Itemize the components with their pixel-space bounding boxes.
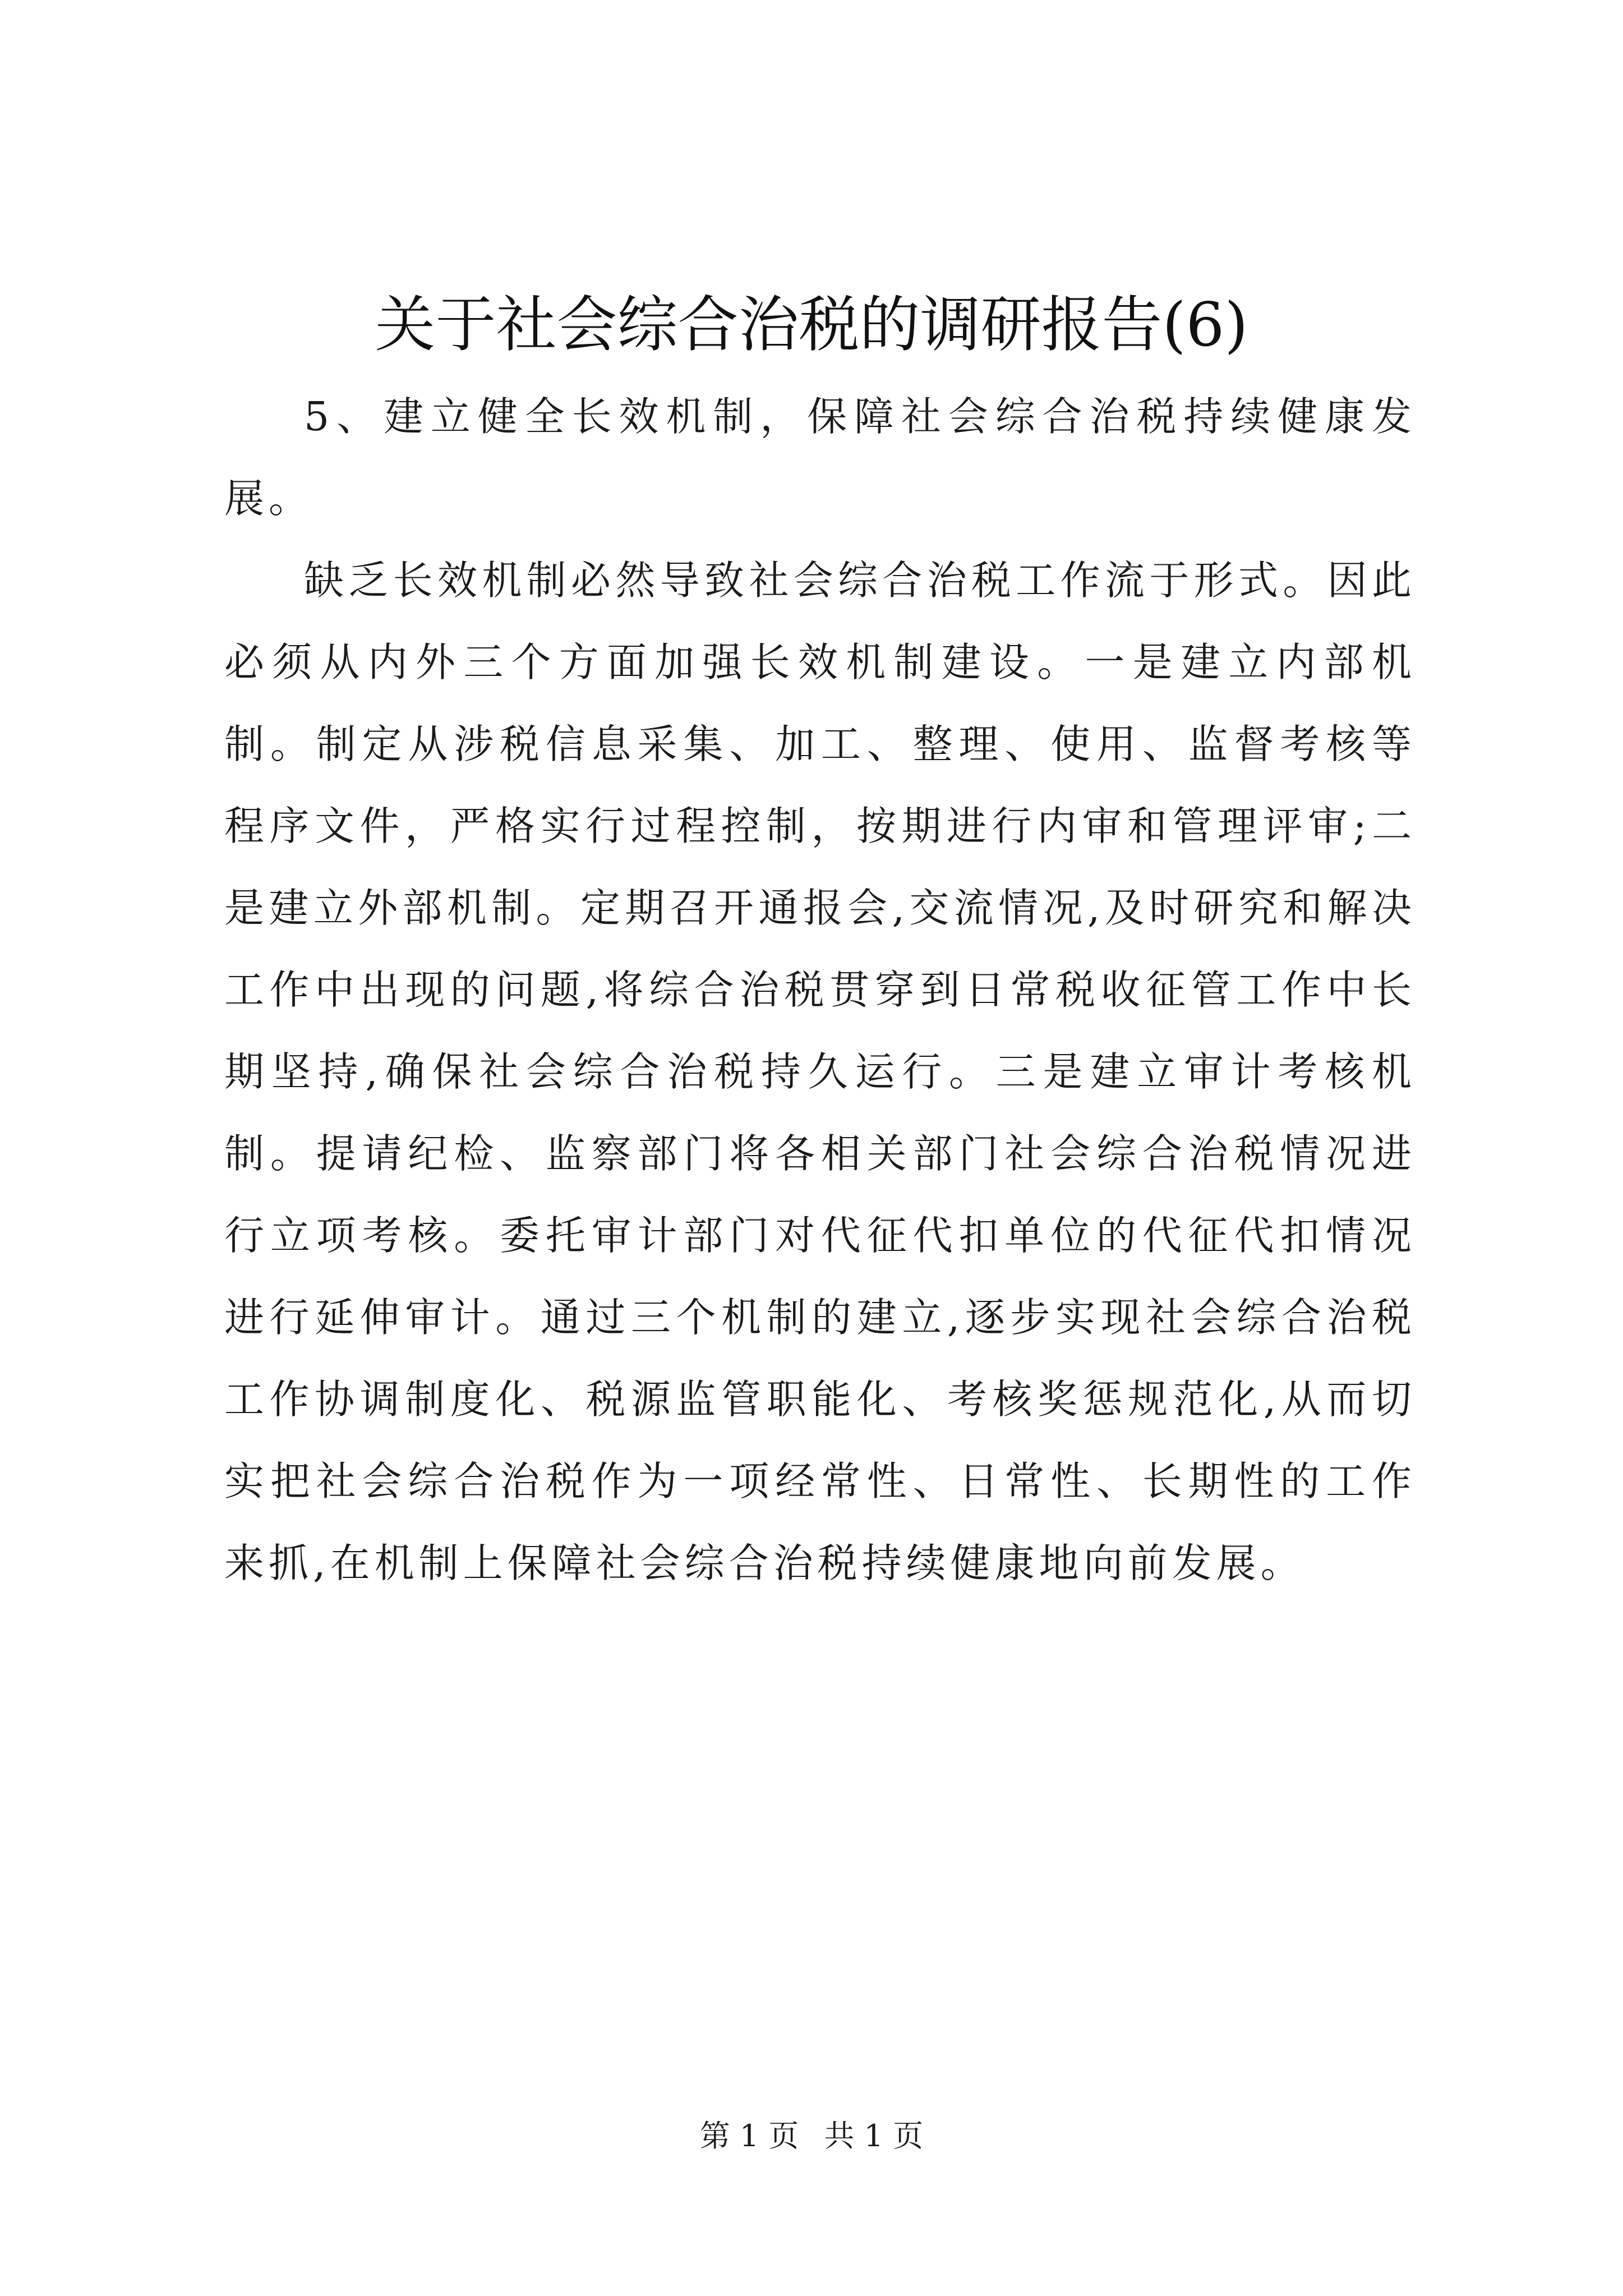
paragraph-heading: 5、建立健全长效机制，保障社会综合治税持续健康发展。 xyxy=(224,393,1416,522)
page-total: 共 1 页 xyxy=(824,2118,924,2154)
page-footer xyxy=(0,2114,1623,2159)
document-title: 关于社会综合治税的调研报告(6) xyxy=(375,290,1248,360)
page-number: 第 1 页 xyxy=(699,2118,799,2154)
document-body xyxy=(224,376,1416,1604)
paragraph-body: 缺乏长效机制必然导致社会综合治税工作流于形式。因此必须从内外三个方面加强长效机制建设。一是建立内部机制。制定从涉税信息采集、加工、整理、使用、监督考核等程序文件，严格实行过程控制，按期进行内审和管理评审;二是建立外部机制。定期召开通报会,交流情况,及时研究和解决工作中出现的问题,将综合治税贯穿到日常税收征管工作中长期坚持,确保社会综合治税持久运行。三是建立审计考核机制。提请纪检、监察部门将各相关部门社会综合治税情况进行立项考核。委托审计部门对代征代扣单位的代征代扣情况进行延伸审计。通过三个机制的建立,逐步实现社会综合治税工作协调制度化、税源监管职能化、考核奖惩规范化,从而切实把社会综合治税作为一项经常性、日常性、长期性的工作来抓,在机制上保障社会综合治税持续健康地向前发展。 xyxy=(224,557,1416,1586)
